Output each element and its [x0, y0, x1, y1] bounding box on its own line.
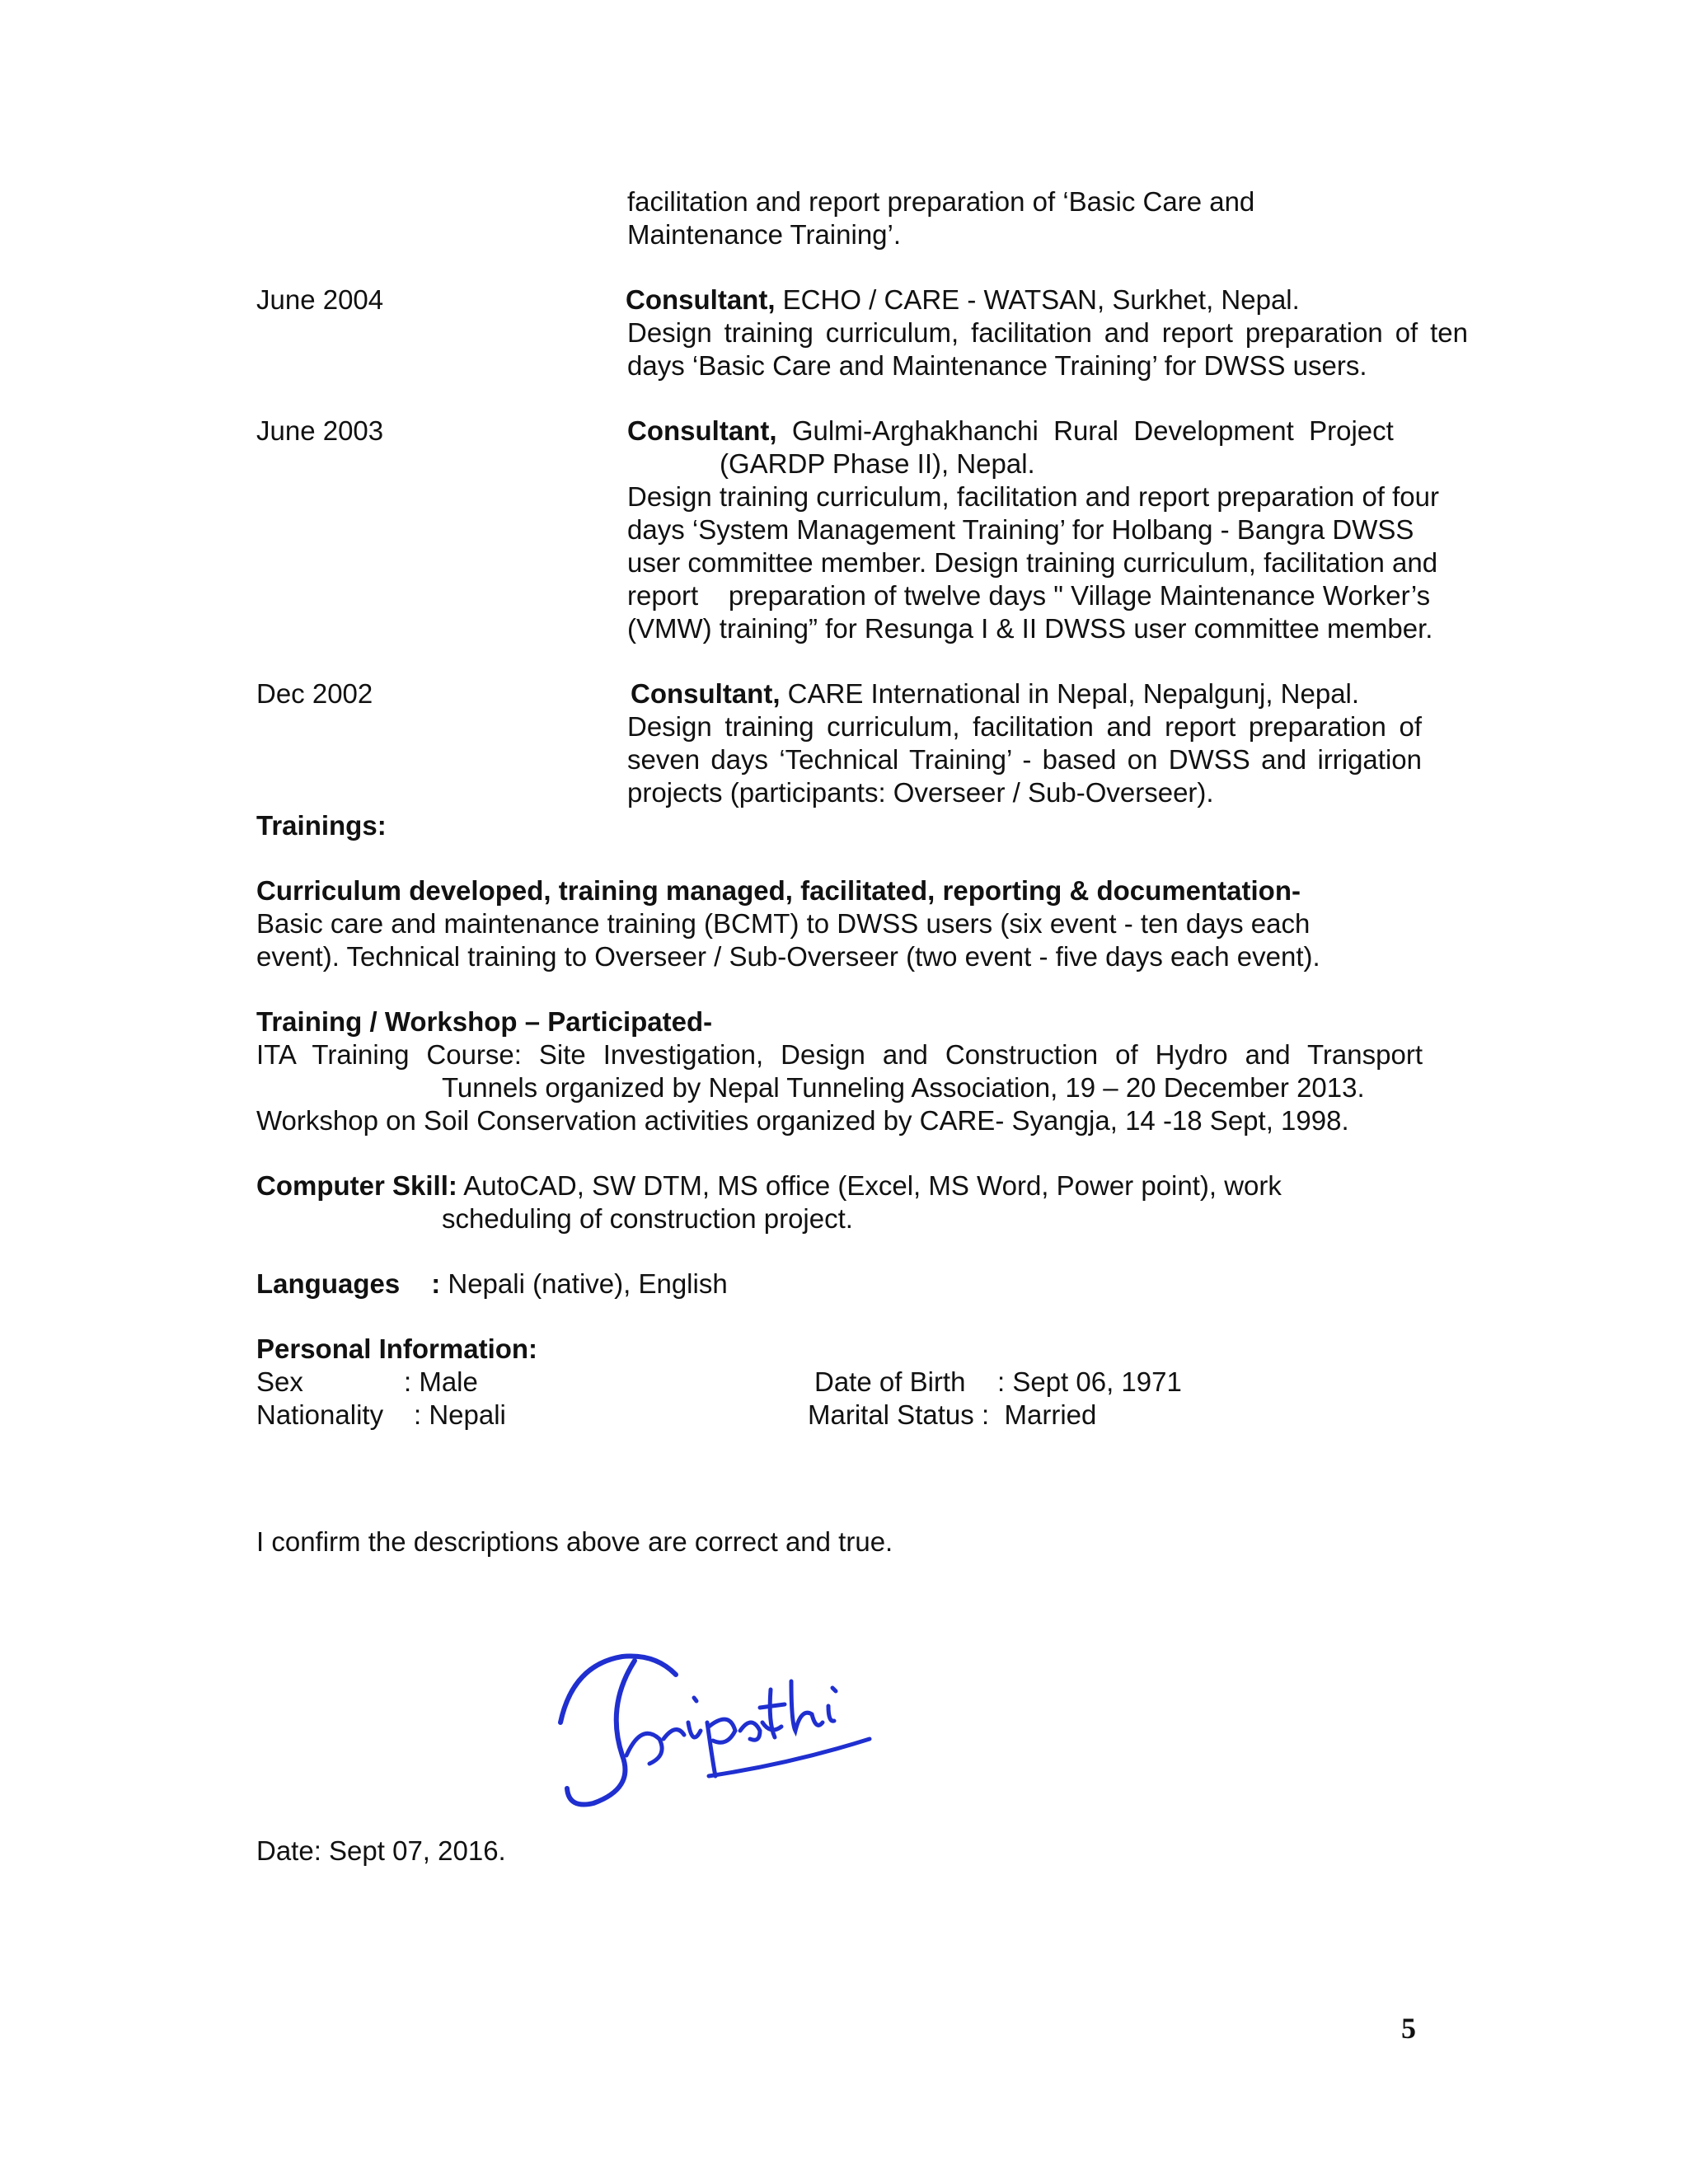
entry-desc-line: days ‘System Management Training’ for Holbang - Bangra DWSS — [627, 514, 1414, 545]
entry-date: Dec 2002 — [256, 678, 373, 709]
confirmation-statement: I confirm the descriptions above are correct and true. — [256, 1526, 893, 1557]
workshop-heading: Training / Workshop – Participated- — [256, 1006, 713, 1037]
nationality-value: : Nepali — [414, 1399, 506, 1430]
marital-label: Marital Status — [808, 1399, 974, 1430]
signature-image — [544, 1599, 915, 1854]
entry-title — [627, 415, 1423, 448]
entry-role: Consultant, — [626, 284, 776, 315]
entry-title — [626, 284, 1300, 316]
date-line: Date: Sept 07, 2016. — [256, 1835, 506, 1866]
dob-value: : Sept 06, 1971 — [997, 1366, 1182, 1397]
entry-desc-line: Design training curriculum, facilitation and report preparation of four — [627, 481, 1440, 512]
nationality-label: Nationality — [256, 1399, 384, 1430]
workshop-item: ITA Training Course: Site Investigation, Design and Construction of Hydro and Transport — [256, 1039, 1423, 1070]
entry-role: Consultant, — [627, 415, 777, 446]
computer-skill — [256, 1169, 1282, 1202]
entry-desc-line: user committee member. Design training curriculum, facilitation and — [627, 547, 1438, 578]
personal-heading: Personal Information: — [256, 1333, 538, 1364]
entry-date: June 2003 — [256, 415, 384, 446]
languages — [256, 1268, 728, 1301]
entry-date: June 2004 — [256, 284, 384, 315]
workshop-item-cont: Tunnels organized by Nepal Tunneling Association, 19 – 20 December 2013. — [442, 1072, 1365, 1103]
dob-label: Date of Birth — [814, 1366, 966, 1397]
sex-value: : Male — [404, 1366, 478, 1397]
entry-org-cont: (GARDP Phase II), Nepal. — [720, 448, 1035, 479]
curriculum-line: event). Technical training to Overseer / Sub-Overseer (two event - five days each event). — [256, 941, 1320, 972]
page-number: 5 — [1401, 2012, 1416, 2045]
entry-description: Design training curriculum, facilitation and report preparation of seven days ‘Technical Training’ - based on DWSS and irrigation projects (participants: Overseer / Sub-Overseer). — [627, 711, 1422, 808]
languages-colon: : — [431, 1268, 441, 1299]
languages-label: Languages — [256, 1268, 401, 1299]
entry-title — [631, 677, 1359, 710]
entry-desc-line: (VMW) training” for Resunga I & II DWSS user committee member. — [627, 613, 1433, 644]
entry-description: Design training curriculum, facilitation and report preparation of ten days ‘Basic Care and Maintenance Training’ for DWSS users. — [627, 317, 1468, 381]
entry-org: CARE International in Nepal, Nepalgunj, Nepal. — [780, 678, 1360, 709]
entry-role: Consultant, — [631, 678, 781, 709]
curriculum-line: Basic care and maintenance training (BCMT) to DWSS users (six event - ten days each — [256, 908, 1311, 939]
computer-skill-cont: scheduling of construction project. — [442, 1203, 853, 1234]
workshop-item: Workshop on Soil Conservation activities organized by CARE- Syangja, 14 -18 Sept, 1998. — [256, 1105, 1349, 1136]
computer-skill-label: Computer Skill: — [256, 1170, 457, 1201]
continued-line-1: facilitation and report preparation of ‘Basic Care and — [627, 186, 1255, 217]
entry-org: ECHO / CARE - WATSAN, Surkhet, Nepal. — [775, 284, 1300, 315]
curriculum-heading: Curriculum developed, training managed, facilitated, reporting & documentation- — [256, 875, 1301, 906]
entry-desc-line: report preparation of twelve days " Village Maintenance Worker’s — [627, 580, 1431, 611]
computer-skill-value: AutoCAD, SW DTM, MS office (Excel, MS Word, Power point), work — [457, 1170, 1282, 1201]
trainings-heading: Trainings: — [256, 810, 387, 841]
marital-value: : Married — [982, 1399, 1097, 1430]
languages-value: Nepali (native), English — [440, 1268, 728, 1299]
sex-label: Sex — [256, 1366, 303, 1397]
entry-org: Gulmi-Arghakhanchi Rural Development Project — [776, 415, 1394, 446]
continued-line-2: Maintenance Training’. — [627, 219, 902, 250]
